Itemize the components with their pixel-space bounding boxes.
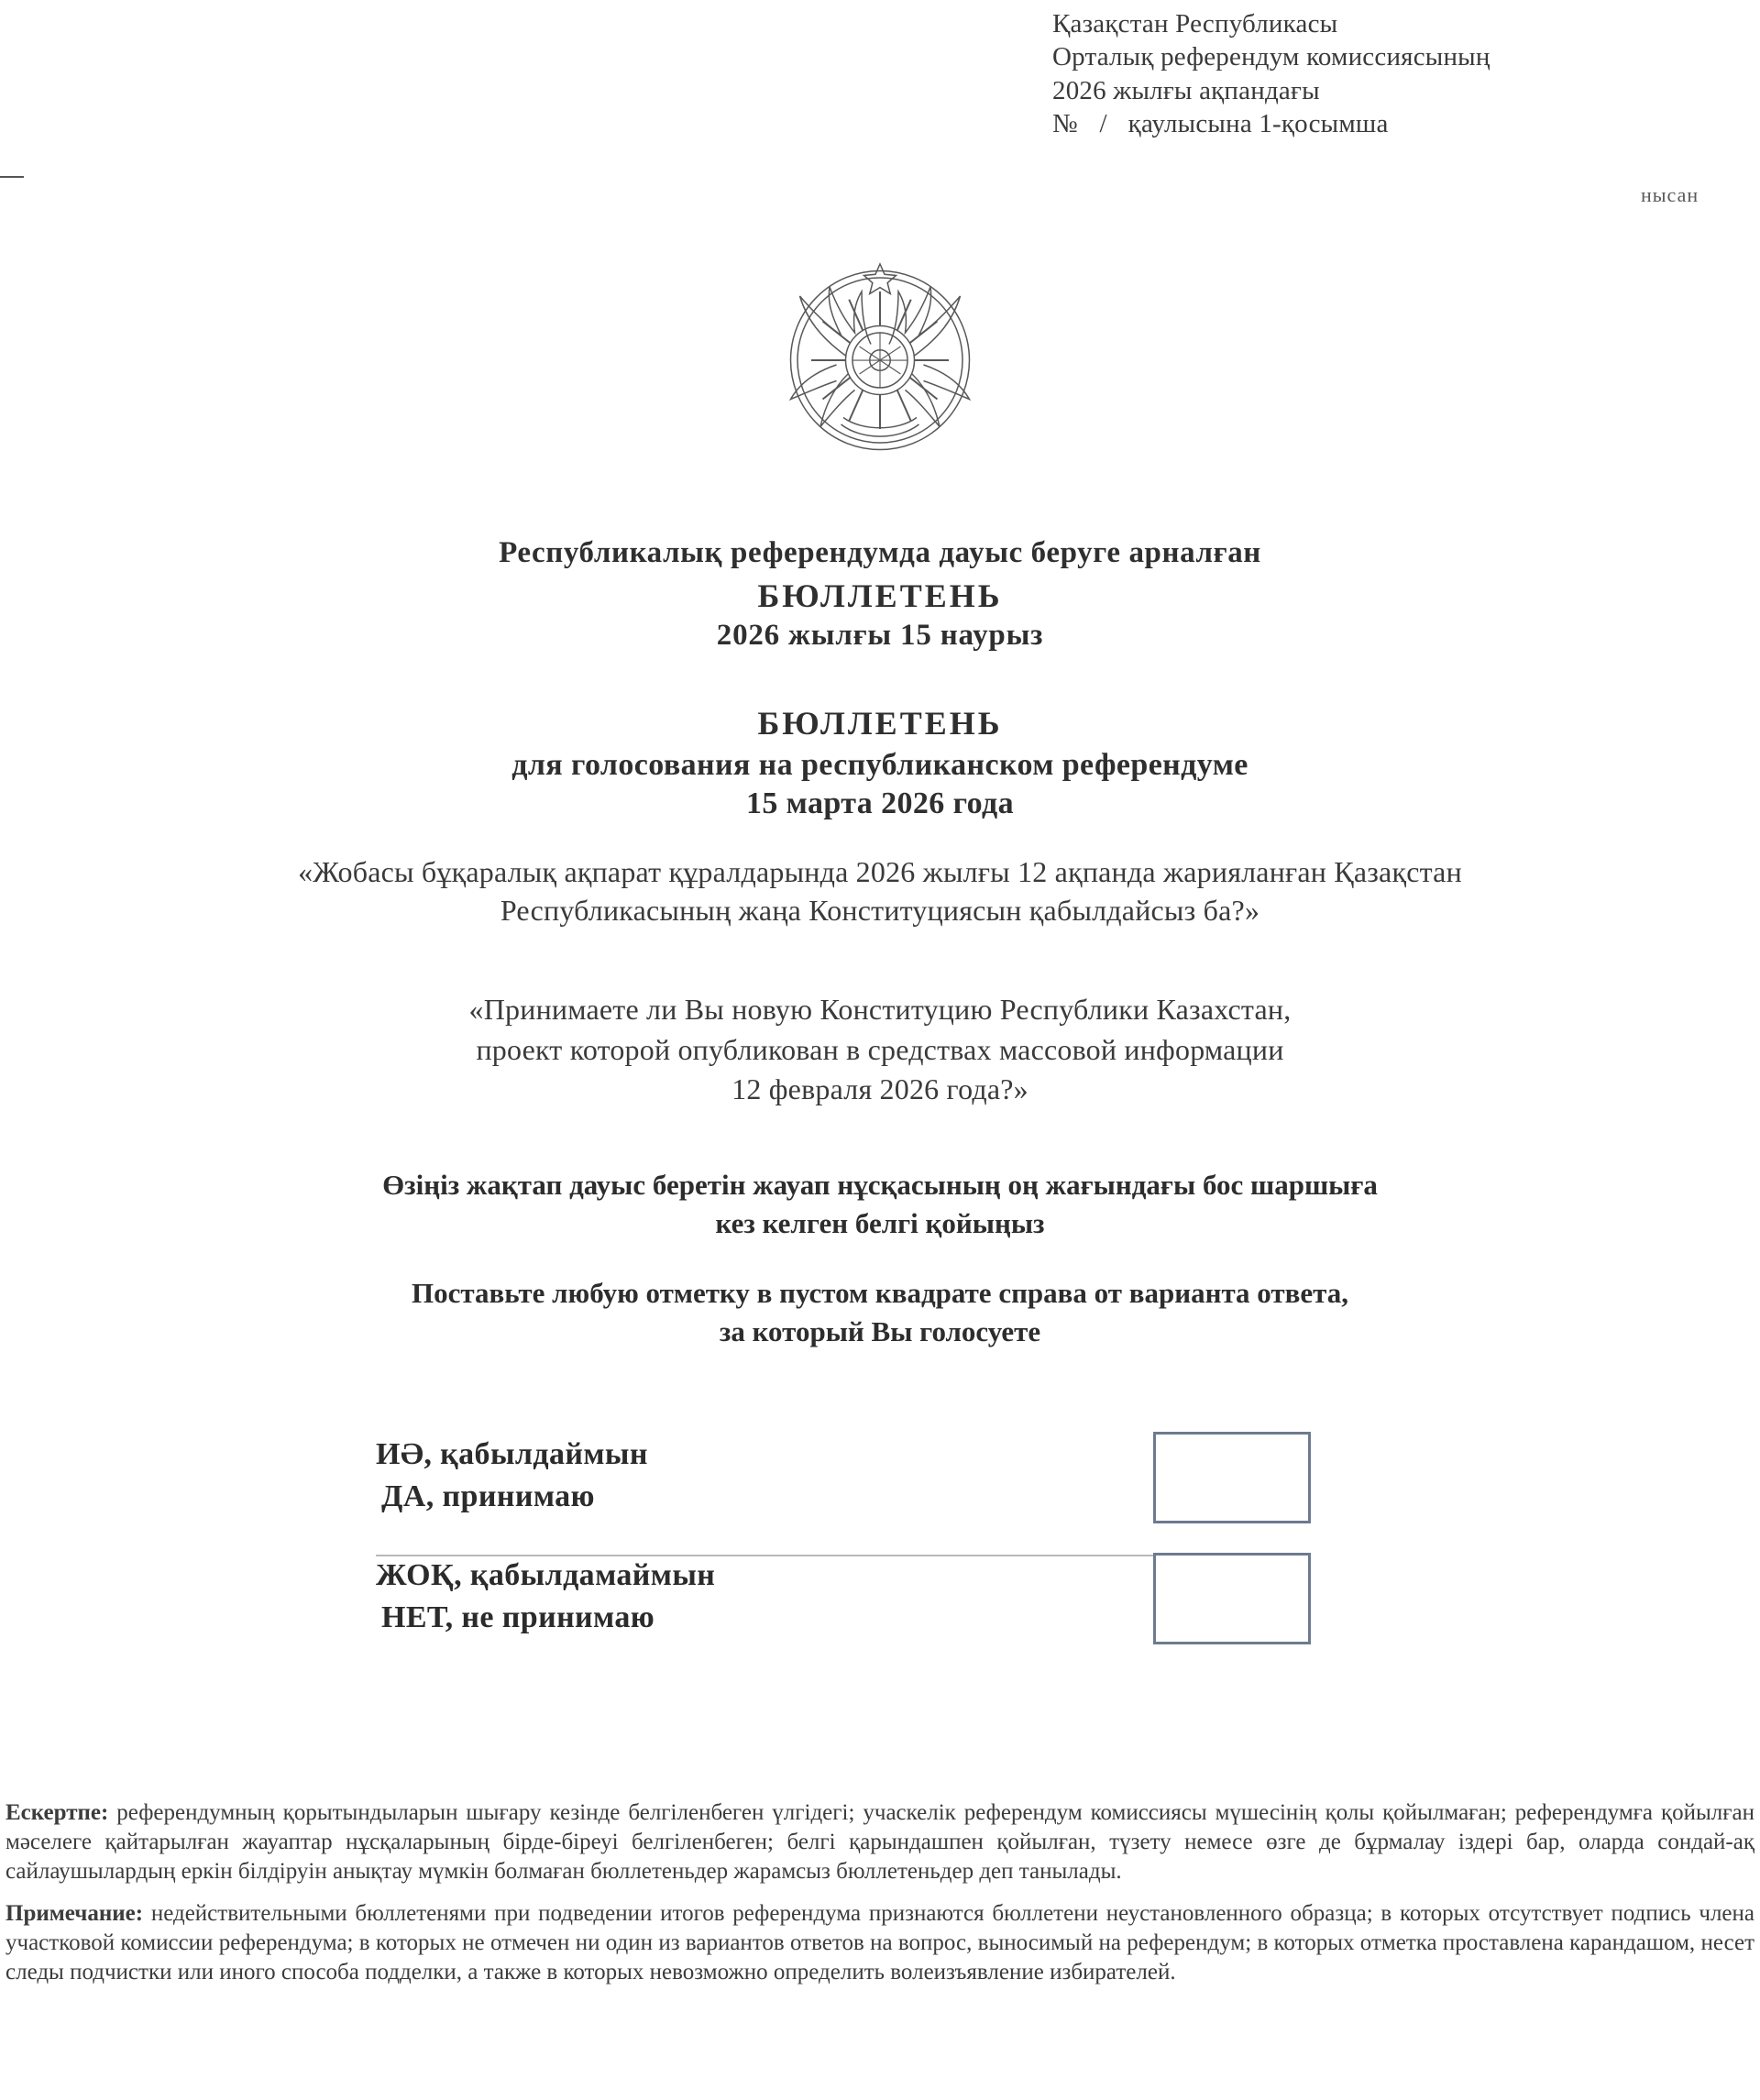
title-kaz-byulleten: БЮЛЛЕТЕНЬ: [757, 577, 1003, 614]
answer-options: [367, 1426, 1311, 1668]
option-yes-label-kaz: ИӘ, қабылдаймын: [376, 1437, 648, 1471]
option-yes-labels: [376, 1434, 648, 1518]
instructions-rus-line2: за который Вы голосуете: [719, 1314, 1041, 1347]
title-kaz-date: 2026 жылғы 15 наурыз: [716, 618, 1044, 652]
form-mark-label: нысан: [1641, 183, 1700, 206]
emblem-container: [0, 246, 1760, 475]
option-row-no[interactable]: [367, 1547, 1311, 1668]
footnote-kaz-label: Ескертпе:: [6, 1800, 109, 1825]
footnote-kaz-text: референдумның қорытындыларын шығару кезінде белгіленбеген үлгідегі; учаскелік референдум комиссиясы мүшесінің қолы қойылмаған; референдумға қойылған мәселеге қайтарылған жауаптар нұсқаларының бірде-біреуі белгіленбеген; белгі қарындашпен қойылған, түзету немесе өзге де бұрмалау іздері бар, оларда сондай-ақ сайлаушылардың еркін білдіруін анықтау мүмкін болмаған бюллетеньдер жарамсыз бюллетеньдер деп танылады.: [6, 1800, 1754, 1884]
question-rus-line2: проект которой опубликован в средствах массовой информации: [476, 1032, 1284, 1066]
footnote-rus-text: недействительными бюллетенями при подведении итогов референдума признаются бюллетени неустановленного образца; в которых отсутствует подпись члена участковой комиссии референдума; в которых не отмечен ни один из вариантов ответов на вопрос, выносимый на референдум; в которых отметка проставлена карандашом, несет следы подчистки или иного способа подделки, а также в которых невозможно определить волеизъявление избирателей.: [6, 1901, 1754, 1985]
instructions-kaz-line1: Өзіңіз жақтап дауыс беретін жауап нұсқасының оң жағындағы бос шаршыға: [382, 1169, 1378, 1201]
title-rus-line2: для голосования на республиканском референдуме: [512, 747, 1248, 782]
footnote-rus: [0, 1899, 1760, 1987]
instructions-kaz: [101, 1166, 1659, 1243]
instructions-rus: [101, 1274, 1659, 1351]
checkbox-yes[interactable]: [1153, 1432, 1311, 1523]
footnote-kaz: [0, 1798, 1760, 1886]
ballot-titles: [55, 533, 1705, 821]
option-row-yes[interactable]: [367, 1426, 1311, 1547]
header-line-4: [1052, 107, 1760, 140]
option-no-labels: [376, 1555, 715, 1639]
question-kaz-line1: «Жобасы бұқаралық ақпарат құралдарында 2026 жылғы 12 ақпанда жарияланған Қазақстан: [298, 855, 1462, 888]
instructions-rus-line1: Поставьте любую отметку в пустом квадрате справа от варианта ответа,: [412, 1277, 1348, 1309]
header-decree-suffix: қаулысына 1-қосымша: [1128, 108, 1389, 138]
option-no-label-kaz: ЖОҚ, қабылдамаймын: [376, 1558, 716, 1592]
referendum-question-kaz: [28, 852, 1732, 929]
kazakhstan-state-emblem-icon: [765, 246, 995, 475]
title-kaz-line1: Республикалық референдумда дауыс беруге арналған: [499, 536, 1261, 569]
title-rus-date: 15 марта 2026 года: [745, 786, 1015, 820]
option-yes-label-rus: ДА, принимаю: [381, 1479, 595, 1513]
document-header: [1052, 7, 1760, 140]
header-line-2: Орталық референдум комиссиясының: [1052, 42, 1490, 72]
crop-mark-line: [0, 176, 24, 178]
footnote-rus-label: Примечание:: [6, 1901, 144, 1926]
title-rus-byulleten: БЮЛЛЕТЕНЬ: [757, 704, 1003, 742]
question-rus-line3: 12 февраля 2026 года?»: [732, 1072, 1028, 1106]
referendum-question-rus: [110, 990, 1650, 1110]
header-decree-number-symbol: №: [1052, 108, 1079, 138]
header-line-3: 2026 жылғы ақпандағы: [1052, 75, 1320, 105]
question-kaz-line2: Республикасының жаңа Конституциясын қабылдайсыз ба?»: [500, 894, 1260, 928]
footnotes: [0, 1798, 1760, 1987]
question-rus-line1: «Принимаете ли Вы новую Конституцию Республики Казахстан,: [468, 993, 1292, 1026]
instructions-kaz-line2: кез келген белгі қойыңыз: [715, 1206, 1045, 1239]
option-no-label-rus: НЕТ, не принимаю: [381, 1600, 655, 1634]
checkbox-no[interactable]: [1153, 1553, 1311, 1644]
header-line-1: Қазақстан Республикасы: [1052, 9, 1338, 38]
header-decree-slash: /: [1099, 108, 1107, 138]
